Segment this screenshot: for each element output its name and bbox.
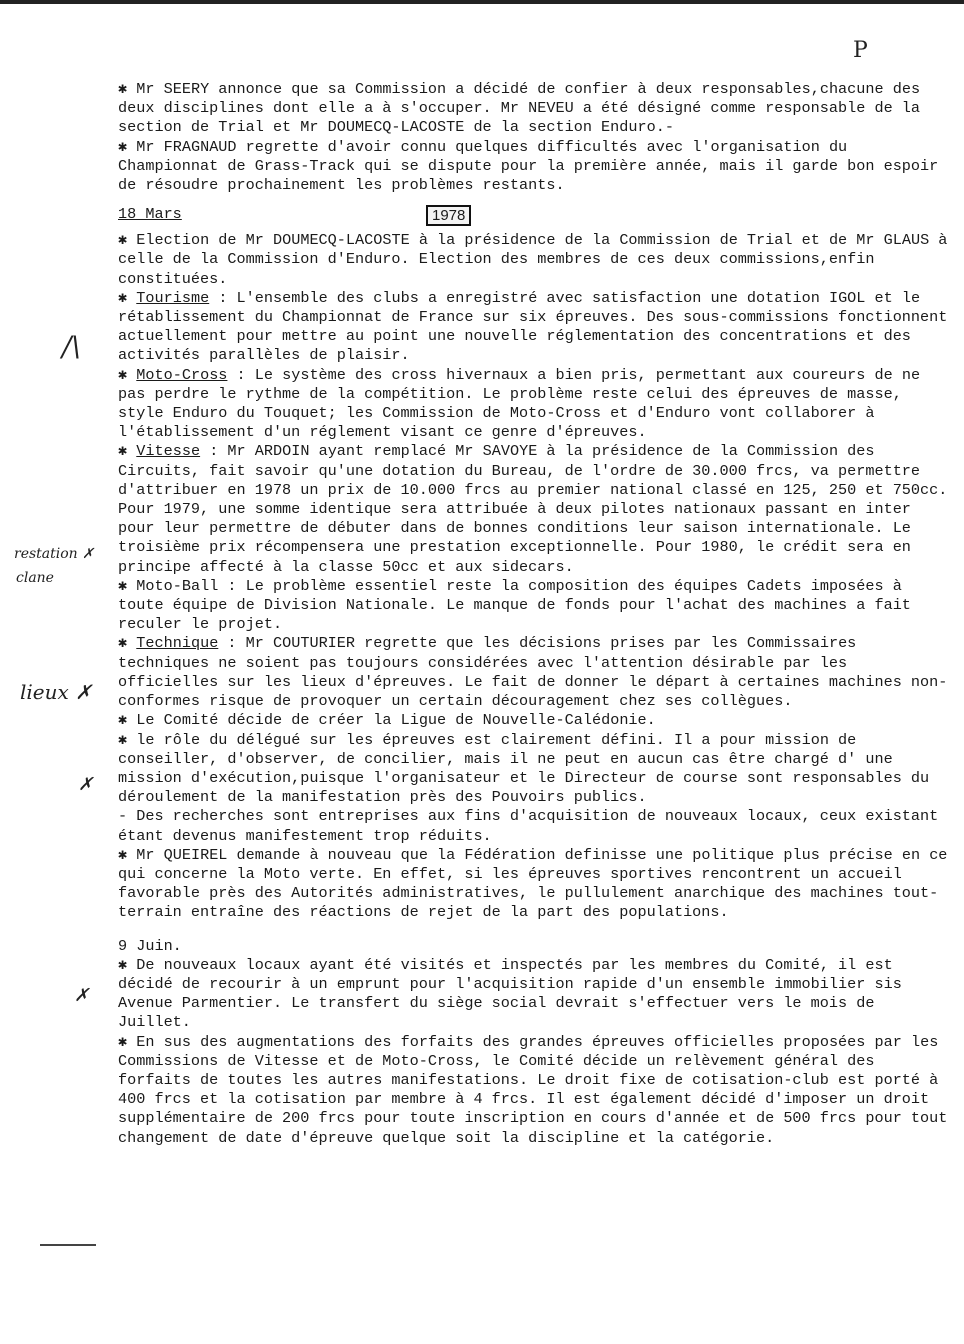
section-label-motocross: Moto-Cross bbox=[136, 365, 228, 384]
paragraph-fragnaud: ✱ Mr FRAGNAUD regrette d'avoir connu quelques difficultés avec l'organisation du Championnat de Grass-Track qui se dispute pour la première année, mais il garde bon espoir de résoudre prochainement les problèmes restants. bbox=[118, 137, 939, 195]
paragraph-vitesse: ✱ Vitesse : Mr ARDOIN ayant remplacé Mr SAVOYE à la présidence de la Commission des Circuits, fait savoir qu'une dotation du Bureau, de l'ordre de 30.000 frcs, va permettre d'attribuer en 1978 un prix de 10.000 frcs au premier national classé en 125, 250 et 750cc. Pour 1979, une somme identique sera attribuée à deux pilotes nationaux passant en inter pour leur permettre de débuter dans de bonnes conditions leur saison internationale. Le troisième prix récompensera une prestation exceptionnelle. Pour 1980, le crédit sera en principe affecté à la classe 50cc et aux sidecars. bbox=[118, 442, 948, 576]
section-label-tourisme: Tourisme bbox=[136, 288, 210, 307]
date-row-mars bbox=[118, 205, 948, 231]
bullet-icon: ✱ bbox=[118, 576, 128, 595]
bullet-icon: ✱ bbox=[118, 288, 128, 307]
bullet-icon: ✱ bbox=[118, 730, 128, 749]
paragraph-recherches: - Des recherches sont entreprises aux fins d'acquisition de nouveaux locaux, ceux existant étant devenus manifestement trop réduits. bbox=[118, 807, 939, 845]
paragraph-locaux: ✱ De nouveaux locaux ayant été visités et inspectés par les membres du Comité, il est décidé de recourir à un emprunt pour l'acquisition rapide d'un ensemble immobilier sis Avenue Parmentier. Le transfert du siège social devrait s'effectuer vers le mois de Juillet. bbox=[118, 955, 902, 1032]
margin-note-prestation: restation ✗ bbox=[14, 546, 94, 562]
bullet-icon: ✱ bbox=[118, 1032, 128, 1051]
bullet-icon: ✱ bbox=[118, 365, 128, 384]
paragraph-tourisme: ✱ Tourisme : L'ensemble des clubs a enregistré avec satisfaction une dotation IGOL et le rétablissement du Championnat de France sur six épreuves. Des sous-commissions fonctionnent actuellement pour mettre au point une nouvelle réglementation des concentrations et des activités parallèles de plaisir. bbox=[118, 288, 948, 365]
margin-note-lieux: lieux ✗ bbox=[20, 680, 92, 704]
year-stamp: 1978 bbox=[426, 205, 471, 226]
bullet-icon: ✱ bbox=[118, 80, 128, 98]
paragraph-seery: ✱ Mr SEERY annonce que sa Commission a décidé de confier à deux responsables,chacune des deux disciplines dont elle a à s'occuper. Mr NEVEU a été désigné comme responsable de la section de Trial et Mr DOUMECQ-LACOSTE de la section Enduro.- bbox=[118, 80, 921, 137]
bullet-icon: ✱ bbox=[118, 231, 128, 250]
margin-note-tick: /\ bbox=[62, 330, 81, 363]
paragraph-delegue: ✱ le rôle du délégué sur les épreuves est clairement défini. Il a pour mission de conseiller, d'observer, de concilier, mais il ne peut en aucun cas être chargé d' une mission d'exécution,puisque l'organisateur et le Directeur de course sont responsables du déroulement de la manifestation près des Pouvoirs publics. bbox=[118, 730, 930, 807]
paragraph-technique: ✱ Technique : Mr COUTURIER regrette que les décisions prises par les Commissaires techniques ne soient pas toujours considérées avec l'attention désirable par les officielles sur les lieux d'épreuves. Le fait de donner le départ à certaines machines non-conformes risque de provoquer un certain découragement chez ses collègues. bbox=[118, 634, 948, 711]
bullet-icon: ✱ bbox=[118, 845, 128, 864]
paragraph-comite: ✱ Le Comité décide de créer la Ligue de Nouvelle-Calédonie. bbox=[118, 711, 656, 730]
bullet-icon: ✱ bbox=[118, 634, 128, 653]
bullet-icon: ✱ bbox=[118, 955, 128, 974]
paragraph-motocross: ✱ Moto-Cross : Le système des cross hivernaux a bien pris, permettant aux coureurs de ne pas perdre le rythme de la compétition. Le problème reste celui des épreuves de masse, style Enduro du Touquet; les Commission de Moto-Cross et d'Enduro vont collaborer à l'établissement d'un réglement visant ce genre d'épreuves. bbox=[118, 365, 921, 442]
paragraph-queirel: ✱ Mr QUEIREL demande à nouveau que la Fédération definisse une politique plus précise en ce qui concerne la Moto verte. En effet, si les épreuves sportives rencontrent un accueil favorable près des Autorités administratives, le pullulement anarchique des machines tout-terrain entraîne des réactions de rejet de la part des populations. bbox=[118, 845, 948, 922]
top-border-line bbox=[0, 0, 964, 4]
bottom-dash-mark bbox=[40, 1244, 96, 1246]
margin-note-cross-2: ✗ bbox=[74, 985, 90, 1006]
section-label-vitesse: Vitesse bbox=[136, 442, 201, 461]
date-heading-juin: 9 Juin. bbox=[118, 936, 182, 955]
margin-note-classe: clane bbox=[16, 570, 54, 586]
date-heading-mars: 18 Mars bbox=[118, 205, 182, 224]
document-body bbox=[118, 80, 948, 1148]
paragraph-election: ✱ Election de Mr DOUMECQ-LACOSTE à la présidence de la Commission de Trial et de Mr GLAUS à celle de la Commission d'Enduro. Election des membres de ces deux commissions,enfin constituées. bbox=[118, 231, 948, 288]
page-mark: P bbox=[853, 38, 868, 63]
bullet-icon: ✱ bbox=[118, 137, 128, 156]
paragraph-motoball: ✱ Moto-Ball : Le problème essentiel reste la composition des équipes Cadets imposées à toute équipe de Division Nationale. Le manque de fonds pour l'achat des machines a fait reculer le projet. bbox=[118, 576, 911, 634]
paragraph-forfaits: ✱ En sus des augmentations des forfaits des grandes épreuves officielles proposées par les Commissions de Vitesse et de Moto-Cross, le Comité décide un relèvement général des forfaits de toutes les autres manifestations. Le droit fixe de cotisation-club est porté à 400 frcs et la cotisation par membre à 4 frcs. Il est également décidé d'imposer un droit supplémentaire de 200 frcs pour toute inscription en cours d'année et de 500 frcs pour tout changement de date d'épreuve quelque soit la discipline et la catégorie. bbox=[118, 1032, 948, 1147]
section-gap bbox=[118, 923, 948, 937]
bullet-icon: ✱ bbox=[118, 442, 128, 461]
bullet-icon: ✱ bbox=[118, 711, 128, 730]
margin-note-cross-1: ✗ bbox=[78, 774, 94, 795]
section-label-technique: Technique bbox=[136, 634, 219, 653]
